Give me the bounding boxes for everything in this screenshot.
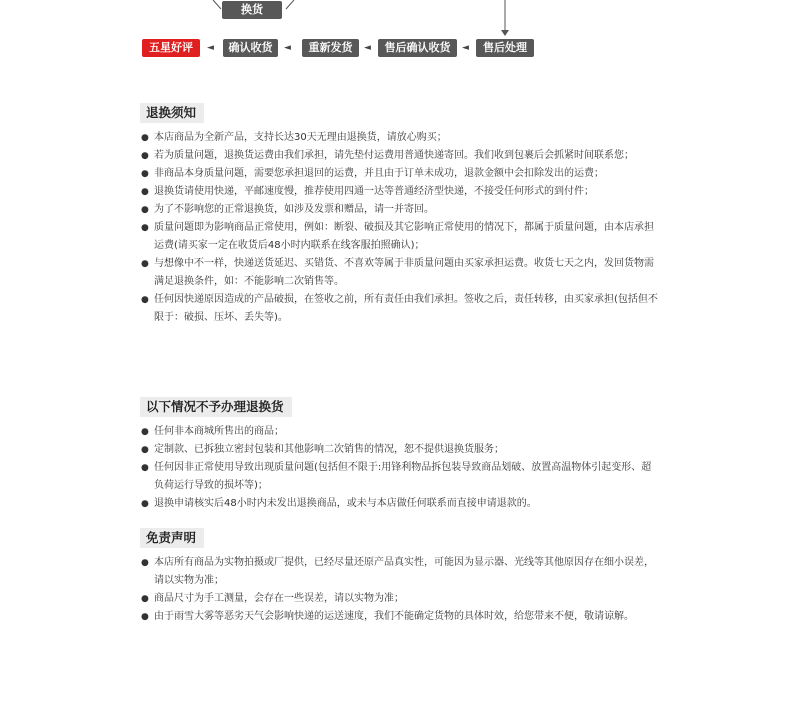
flow-step-resend: 重新发货 xyxy=(302,39,359,57)
list-item: ● 本店所有商品为实物拍摄或厂提供，已经尽量还原产品真实性，可能因为显示器、光线等其他原因存在细小误差，请以实物为准； xyxy=(140,554,660,590)
section-title: 退换须知 xyxy=(140,103,204,123)
bullet-icon: ● xyxy=(141,133,149,143)
list-item: ● 定制款、已拆独立密封包装和其他影响二次销售的情况，恕不提供退换货服务； xyxy=(140,441,660,459)
bullet-icon: ● xyxy=(141,499,149,509)
list-item: ● 退换货请使用快递，平邮速度慢，推荐使用四通一达等普通经济型快递，不接受任何形式的到付件； xyxy=(140,183,660,201)
bullet-icon: ● xyxy=(141,295,149,305)
flow-step-five-star: 五星好评 xyxy=(142,39,200,57)
bullet-icon: ● xyxy=(141,205,149,215)
list-item: ● 退换申请核实后48小时内未发出退换商品，或未与本店做任何联系而直接申请退款的。 xyxy=(140,495,660,513)
list-item: ● 由于雨雪大雾等恶劣天气会影响快递的运送速度，我们不能确定货物的具体时效，给您带来不便，敬请谅解。 xyxy=(140,608,660,626)
flow-step-confirm-receipt: 确认收货 xyxy=(223,39,278,57)
section-disclaimer xyxy=(140,527,660,626)
list-item: ● 任何因快递原因造成的产品破损，在签收之前，所有责任由我们承担。签收之后，责任转移，由买家承担(包括但不限于：破损、压坏、丢失等)。 xyxy=(140,291,660,327)
flow-connector-lines xyxy=(0,0,790,70)
arrow-left-icon: ◄ xyxy=(284,43,291,53)
arrow-left-icon: ◄ xyxy=(207,43,214,53)
list-item: ● 本店商品为全新产品，支持长达30天无理由退换货，请放心购买； xyxy=(140,129,660,147)
section-title: 免责声明 xyxy=(140,528,204,548)
flow-step-after-sale-confirm: 售后确认收货 xyxy=(378,39,457,57)
bullet-icon: ● xyxy=(141,187,149,197)
bullet-icon: ● xyxy=(141,463,149,473)
bullet-icon: ● xyxy=(141,445,149,455)
bullet-icon: ● xyxy=(141,223,149,233)
arrow-left-icon: ◄ xyxy=(364,43,371,53)
bullet-icon: ● xyxy=(141,594,149,604)
bullet-icon: ● xyxy=(141,612,149,622)
list-item: ● 任何因非正常使用导致出现质量问题(包括但不限于:用锋利物品拆包装导致商品划破、放置高温物体引起变形、超负荷运行导致的损坏等)； xyxy=(140,459,660,495)
list-item: ● 为了不影响您的正常退换货，如涉及发票和赠品，请一并寄回。 xyxy=(140,201,660,219)
list-item: ● 非商品本身质量问题，需要您承担退回的运费，并且由于订单未成功，退款金额中会扣除发出的运费； xyxy=(140,165,660,183)
bullet-icon: ● xyxy=(141,151,149,161)
flow-step-exchange: 换货 xyxy=(222,1,282,19)
list-item: ● 与想像中不一样，快递送货延迟、买错货、不喜欢等属于非质量问题由买家承担运费。收货七天之内，发回货物需满足退换条件，如：不能影响二次销售等。 xyxy=(140,255,660,291)
list-item: ● 任何非本商城所售出的商品； xyxy=(140,423,660,441)
section-no-return-cases xyxy=(140,396,660,513)
flow-step-after-sale-process: 售后处理 xyxy=(476,39,534,57)
bullet-icon: ● xyxy=(141,259,149,269)
bullet-icon: ● xyxy=(141,169,149,179)
bullet-icon: ● xyxy=(141,558,149,568)
list-item: ● 商品尺寸为手工测量，会存在一些误差，请以实物为准； xyxy=(140,590,660,608)
arrow-left-icon: ◄ xyxy=(462,43,469,53)
section-return-notice xyxy=(140,102,660,327)
section-title: 以下情况不予办理退换货 xyxy=(140,397,292,417)
bullet-icon: ● xyxy=(141,427,149,437)
list-item: ● 若为质量问题，退换货运费由我们承担，请先垫付运费用普通快递寄回。我们收到包裹后会抓紧时间联系您； xyxy=(140,147,660,165)
list-item: ● 质量问题即为影响商品正常使用，例如：断裂、破损及其它影响正常使用的情况下，都属于质量问题，由本店承担运费(请买家一定在收货后48小时内联系在线客服拍照确认)； xyxy=(140,219,660,255)
return-process-flow xyxy=(0,0,790,70)
